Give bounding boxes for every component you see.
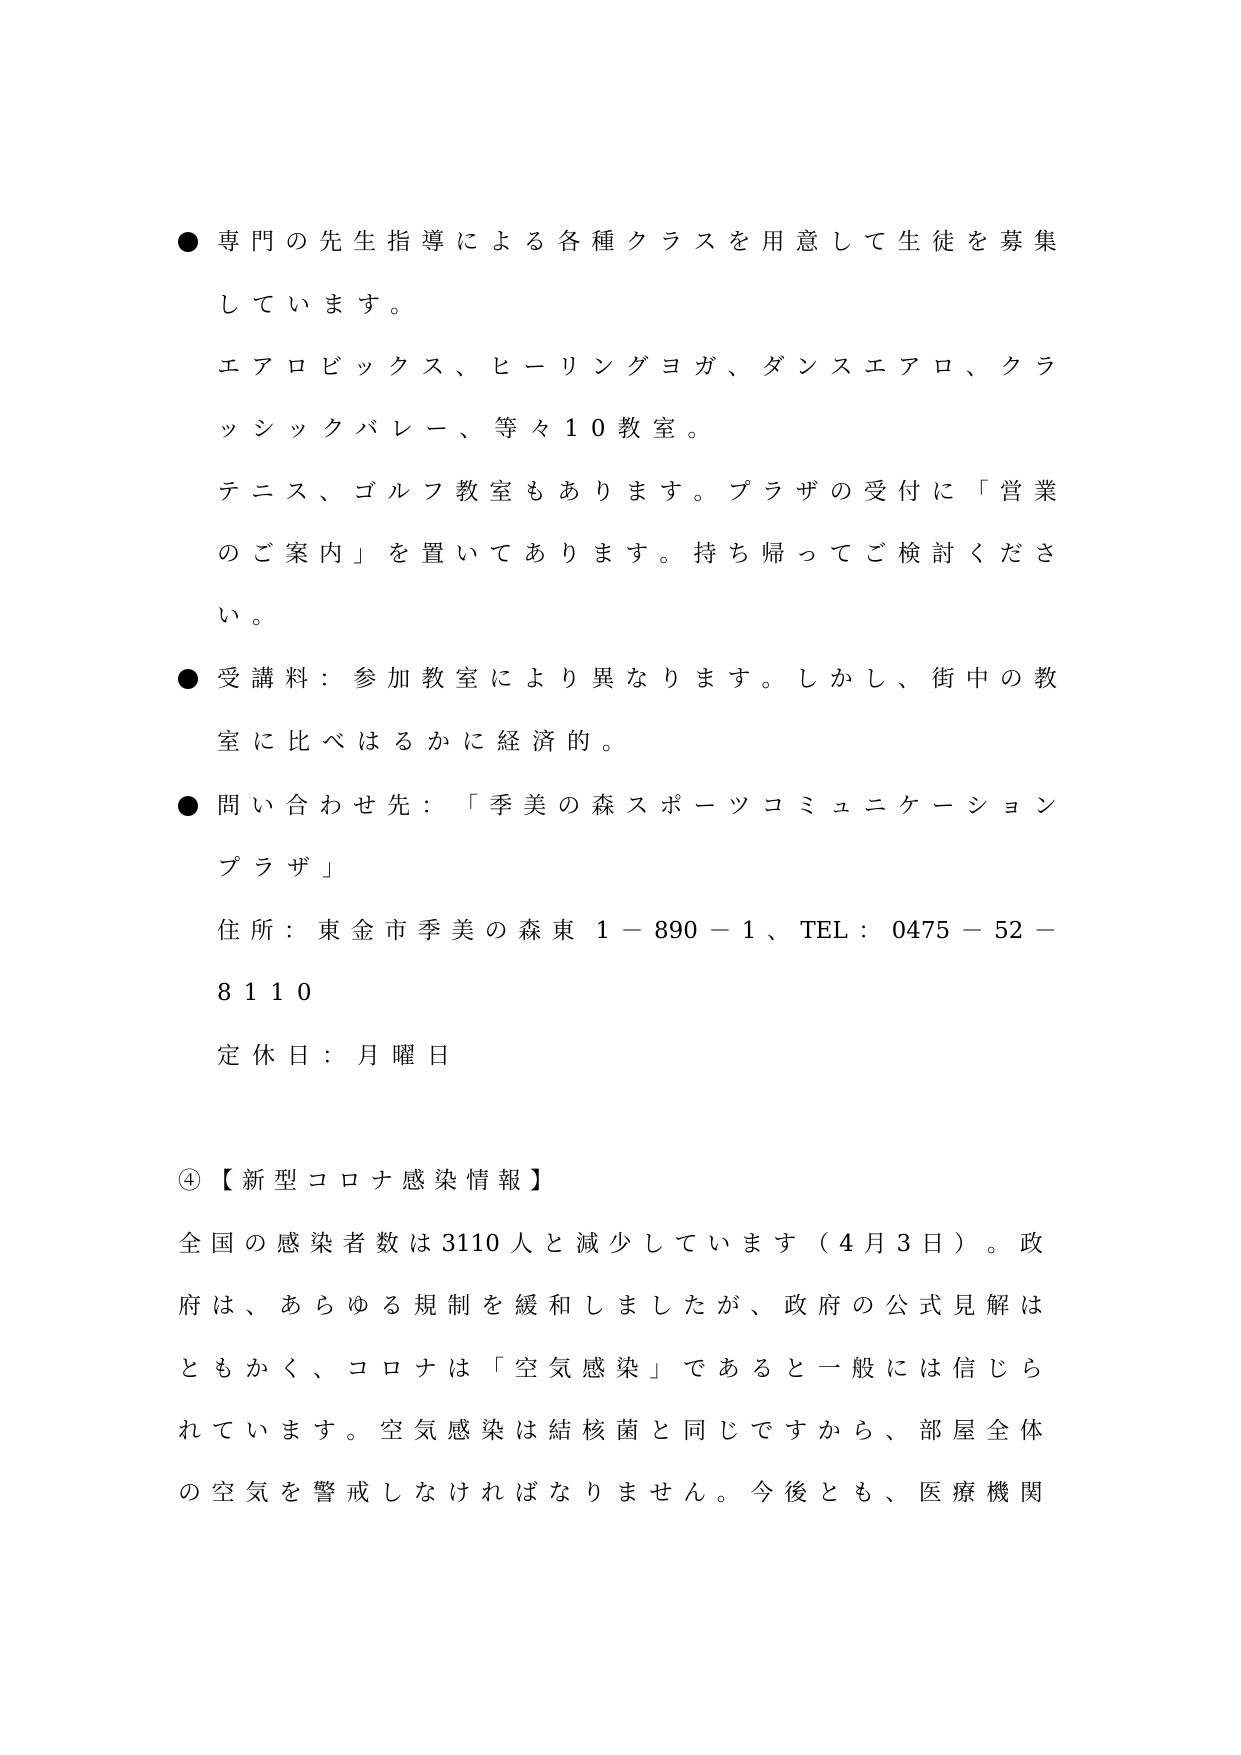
bullet-icon: [178, 232, 198, 252]
corona-line-4: れ て い ま す 。 空 気 感 染 は 結 核 菌 と 同 じ で す か ら 、 部 屋 全 体: [178, 1418, 1043, 1444]
fee-line-2: 室に比べはるかに経済的。: [217, 729, 637, 755]
contact-line-5: 定休日：月曜日: [217, 1043, 462, 1069]
classes-line-3: エ ア ロ ビ ッ ク ス 、 ヒ ー リ ン グ ヨ ガ 、 ダ ン ス エ ア ロ 、 ク ラ: [217, 354, 1057, 380]
corona-line-5: の 空 気 を 警 戒 し な け れ ば な り ま せ ん 。 今 後 と も 、 医 療 機 関: [178, 1480, 1043, 1506]
classes-line-1: 専 門 の 先 生 指 導 に よ る 各 種 ク ラ ス を 用 意 し て 生 徒 を 募 集: [217, 229, 1057, 255]
corona-line-3: と も か く 、 コ ロ ナ は 「 空 気 感 染 」 で あ る と 一 般 に は 信 じ ら: [178, 1356, 1043, 1382]
bullet-icon: [178, 669, 198, 689]
classes-line-5: テ ニ ス 、 ゴ ル フ 教 室 も あ り ま す 。 プ ラ ザ の 受 付 に 「 営 業: [217, 479, 1057, 505]
corona-line-2: 府 は 、 あ ら ゆ る 規 制 を 緩 和 し ま し た が 、 政 府 の 公 式 見 解 は: [178, 1293, 1043, 1319]
classes-line-7: い。: [217, 603, 287, 629]
contact-line-3: 住 所 ： 東 金 市 季 美 の 森 東 1 － 890 － 1 、 TEL ： 0475 － 52 －: [217, 918, 1057, 944]
contact-line-4: 8110: [217, 980, 324, 1006]
classes-line-2: しています。: [217, 292, 426, 318]
bullet-icon: [178, 796, 198, 816]
section-heading: ④【新型コロナ感染情報】: [178, 1168, 562, 1194]
corona-line-1: 全 国 の 感 染 者 数 は 3110 人 と 減 少 し て い ま す （ 4 月 3 日 ） 。 政: [178, 1231, 1043, 1257]
classes-line-6: の ご 案 内 」 を 置 い て あ り ま す 。 持 ち 帰 っ て ご 検 討 く だ さ: [217, 541, 1057, 567]
classes-line-4: ッシックバレー、等々10教室。: [217, 416, 723, 442]
contact-line-1: 問 い 合 わ せ 先 ： 「 季 美 の 森 ス ポ ー ツ コ ミ ュ ニ ケ ー シ ョ ン: [217, 793, 1057, 819]
fee-line-1: 受 講 料 ： 参 加 教 室 に よ り 異 な り ま す 。 し か し 、 街 中 の 教: [217, 666, 1057, 692]
contact-line-2: プラザ」: [217, 855, 357, 881]
